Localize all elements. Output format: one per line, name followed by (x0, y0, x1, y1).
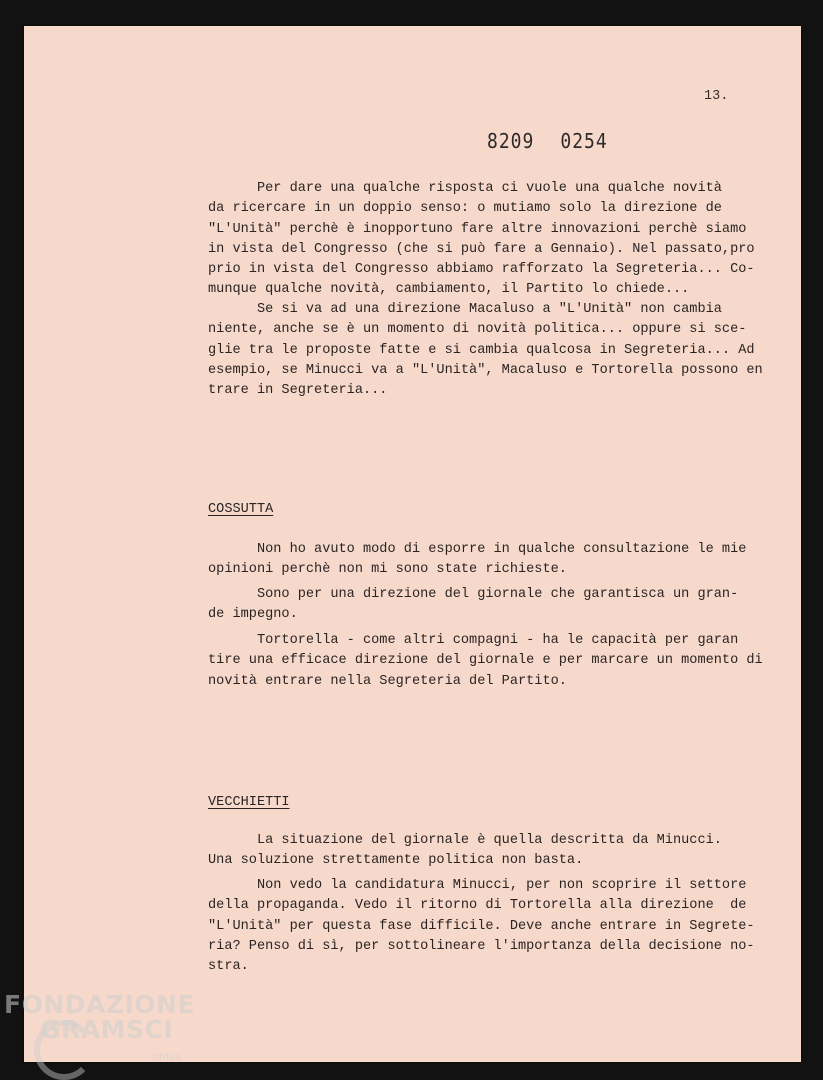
fondazione-gramsci-watermark (4, 990, 196, 1063)
watermark-ring-icon (34, 1020, 94, 1080)
watermark-line-3: onlus (152, 1050, 182, 1063)
paragraph-2: Se si va ad una direzione Macaluso a "L'Unità" non cambia niente, anche se è un momento di novità politica... oppure si sce- glie tra le proposte fatte e si cambia qualcosa in Segreteria... Ad esempio, se Minucci va a "L'Unità", Macaluso e Tortorella possono en trare in Segreteria... (208, 302, 763, 399)
paragraph-5: Tortorella - come altri compagni - ha le capacità per garan tire una efficace direzione del giornale e per marcare un momento di novità entrare nella Segreteria del Partito. (208, 633, 763, 689)
archive-stamp (487, 130, 608, 154)
paragraph-4: Sono per una direzione del giornale che garantisca un gran- de impegno. (208, 587, 739, 623)
watermark-line-2: GRAMSCI (40, 1015, 174, 1044)
paragraph-6: La situazione del giornale è quella descritta da Minucci. Una soluzione strettamente politica non basta. (208, 833, 722, 869)
stamp-number-right: 0254 (560, 130, 608, 154)
stamp-number-left: 8209 (487, 130, 535, 154)
speaker-heading-cossutta: COSSUTTA (208, 502, 274, 517)
watermark-line-1: FONDAZIONE (4, 990, 196, 1019)
page-number: 13. (704, 89, 729, 104)
paragraph-7: Non vedo la candidatura Minucci, per non scoprire il settore della propaganda. Vedo il ritorno di Tortorella alla direzione de "L'Unità" per questa fase difficile. Deve anche entrare in Segrete- ria? Penso di sì, per sottolineare l'importanza della decisione no- stra. (208, 878, 755, 975)
paragraph-3: Non ho avuto modo di esporre in qualche consultazione le mie opinioni perchè non mi sono state richieste. (208, 542, 747, 578)
speaker-heading-vecchietti: VECCHIETTI (208, 795, 290, 810)
paragraph-1: Per dare una qualche risposta ci vuole una qualche novità da ricercare in un doppio senso: o mutiamo solo la direzione de "L'Unità" perchè è inopportuno fare altre innovazioni perchè siamo in vista del Congresso (che si può fare a Gennaio). Nel passato,pro prio in vista del Congresso abbiamo rafforzato la Segreteria... Co- munque qualche novità, cambiamento, il Partito lo chiede... (208, 181, 755, 298)
